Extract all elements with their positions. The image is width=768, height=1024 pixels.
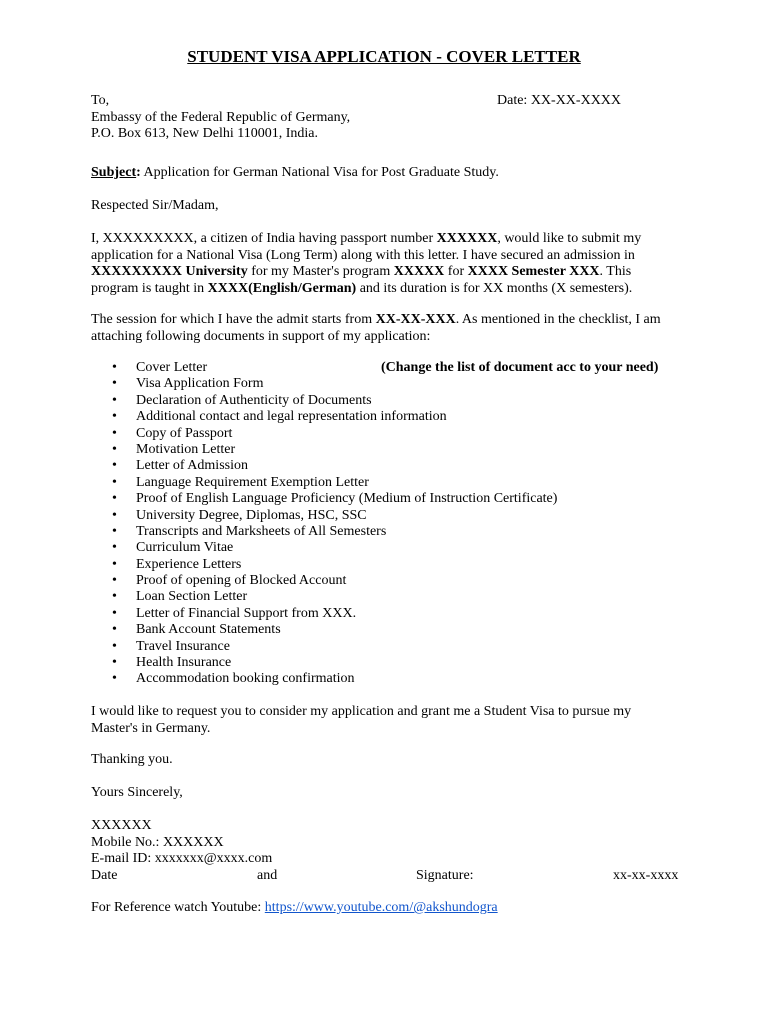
subject-label: Subject [91,165,137,180]
semester-name: XXXX Semester XXX [467,264,600,279]
thanks-line: Thanking you. [91,752,173,767]
document-list-item [91,573,681,589]
bullet-icon: • [112,458,117,474]
document-item-label: Transcripts and Marksheets of All Semesters [136,523,387,539]
bullet-icon: • [112,376,117,392]
bullet-icon: • [112,589,117,605]
document-list-item [91,376,681,392]
bullet-icon: • [112,671,117,687]
document-item-label: Copy of Passport [136,425,233,441]
document-item-label: Declaration of Authenticity of Documents [136,392,372,408]
reference-text: For Reference watch Youtube: [91,900,265,915]
sender-details [91,818,681,884]
bullet-icon: • [112,540,117,556]
signature-value: xx-xx-xxxx [613,867,679,883]
bullet-icon: • [112,409,117,425]
document-item-label: Motivation Letter [136,441,236,457]
sender-name: XXXXXX [91,818,152,833]
document-list-item [91,671,681,687]
letter-date: Date: XX-XX-XXXX [497,93,622,108]
document-item-label: Language Requirement Exemption Letter [136,474,369,490]
sign-off: Yours Sincerely, [91,785,183,800]
documents-list-container [91,360,681,688]
address-line-1: Embassy of the Federal Republic of Germany, [91,109,351,125]
intro-text-2: , would like to submit my application for a National Visa (Long Term) along with this letter. I have secured an admission in [91,231,642,263]
sender-mobile: Mobile No.: XXXXXX [91,834,224,850]
document-title: STUDENT VISA APPLICATION - COVER LETTER [187,47,581,66]
document-item-label: Cover Letter [136,360,208,375]
document-list-item [91,442,681,458]
address-line-2: P.O. Box 613, New Delhi 110001, India. [91,126,318,141]
document-item-label: Health Insurance [136,655,232,671]
subject-text: Application for German National Visa for Post Graduate Study. [140,165,499,180]
document-list-item [91,458,681,474]
bullet-icon: • [112,605,117,621]
document-item-label: Accommodation booking confirmation [136,671,355,687]
address-to: To, [91,93,110,108]
document-list-item [91,622,681,638]
bullet-icon: • [112,491,117,507]
bullet-icon: • [112,655,117,671]
bullet-icon: • [112,573,117,589]
bullet-icon: • [112,638,117,654]
reference-line [91,900,681,917]
document-list-item [91,491,681,507]
bullet-icon: • [112,392,117,408]
document-list-item [91,475,681,491]
salutation: Respected Sir/Madam, [91,198,219,213]
intro-paragraph [91,231,681,297]
document-list-item [91,639,681,655]
intro-text-4: for [444,264,468,279]
bullet-icon: • [112,556,117,572]
teaching-language: XXXX(English/German) [207,280,357,296]
session-text-2: . As mentioned in the checklist, I am attaching following documents in support of my application: [91,312,661,344]
document-item-label: Curriculum Vitae [136,540,234,556]
document-list-item [91,393,681,409]
document-item-label: Proof of English Language Proficiency (Medium of Instruction Certificate) [136,491,558,507]
document-list-item [91,540,681,556]
document-item-label: Additional contact and legal representation information [136,409,447,425]
signature-line [91,868,681,885]
bullet-icon: • [112,360,117,375]
document-list-item [91,524,681,540]
document-item-label: Bank Account Statements [136,622,281,638]
documents-list [91,360,681,688]
document-item-label: University Degree, Diplomas, HSC, SSC [136,507,367,523]
signature-and-label: and [257,867,278,883]
document-item-label: Proof of opening of Blocked Account [136,573,347,589]
sender-email: E-mail ID: xxxxxxx@xxxx.com [91,851,273,866]
intro-text-1: I, XXXXXXXXX, a citizen of India having passport number [91,231,437,246]
bullet-icon: • [112,474,117,490]
intro-text-5: . This program is taught in [91,264,632,296]
document-list-item [91,606,681,622]
document-list-item [91,426,681,442]
document-list-item [91,589,681,605]
bullet-icon: • [112,425,117,441]
session-start-date: XX-XX-XXX [375,312,456,327]
subject-line: Subject: Application for German National Visa for Post Graduate Study. [91,165,499,180]
document-list-item [91,508,681,524]
session-paragraph [91,312,681,345]
document-list-item [91,409,681,425]
document-item-label: Travel Insurance [136,638,230,654]
documents-note: (Change the list of document acc to your need) [381,360,659,375]
bullet-icon: • [112,441,117,457]
closing-paragraph: I would like to request you to consider my application and grant me a Student Visa to pursue my Master's in Germany. [91,704,632,736]
bullet-icon: • [112,507,117,523]
signature-date-label: Date [91,867,118,883]
intro-text-3: for my Master's program [247,264,394,279]
document-item-label: Letter of Financial Support from XXX. [136,605,357,621]
signature-label: Signature: [416,867,474,883]
session-text-1: The session for which I have the admit starts from [91,312,376,327]
document-item-label: Letter of Admission [136,458,248,474]
bullet-icon: • [112,622,117,638]
document-item-label: Visa Application Form [136,376,264,392]
youtube-link[interactable]: https://www.youtube.com/@akshundogra [264,900,498,915]
document-item-label: Loan Section Letter [136,589,248,605]
program-name: XXXXX [393,264,445,279]
document-list-item [91,557,681,573]
university-name: XXXXXXXXX University [91,264,248,279]
intro-text-6: and its duration is for XX months (X semesters). [356,280,633,296]
passport-number: XXXXXX [436,231,498,246]
document-item-label: Experience Letters [136,556,242,572]
document-list-item [91,655,681,671]
bullet-icon: • [112,523,117,539]
